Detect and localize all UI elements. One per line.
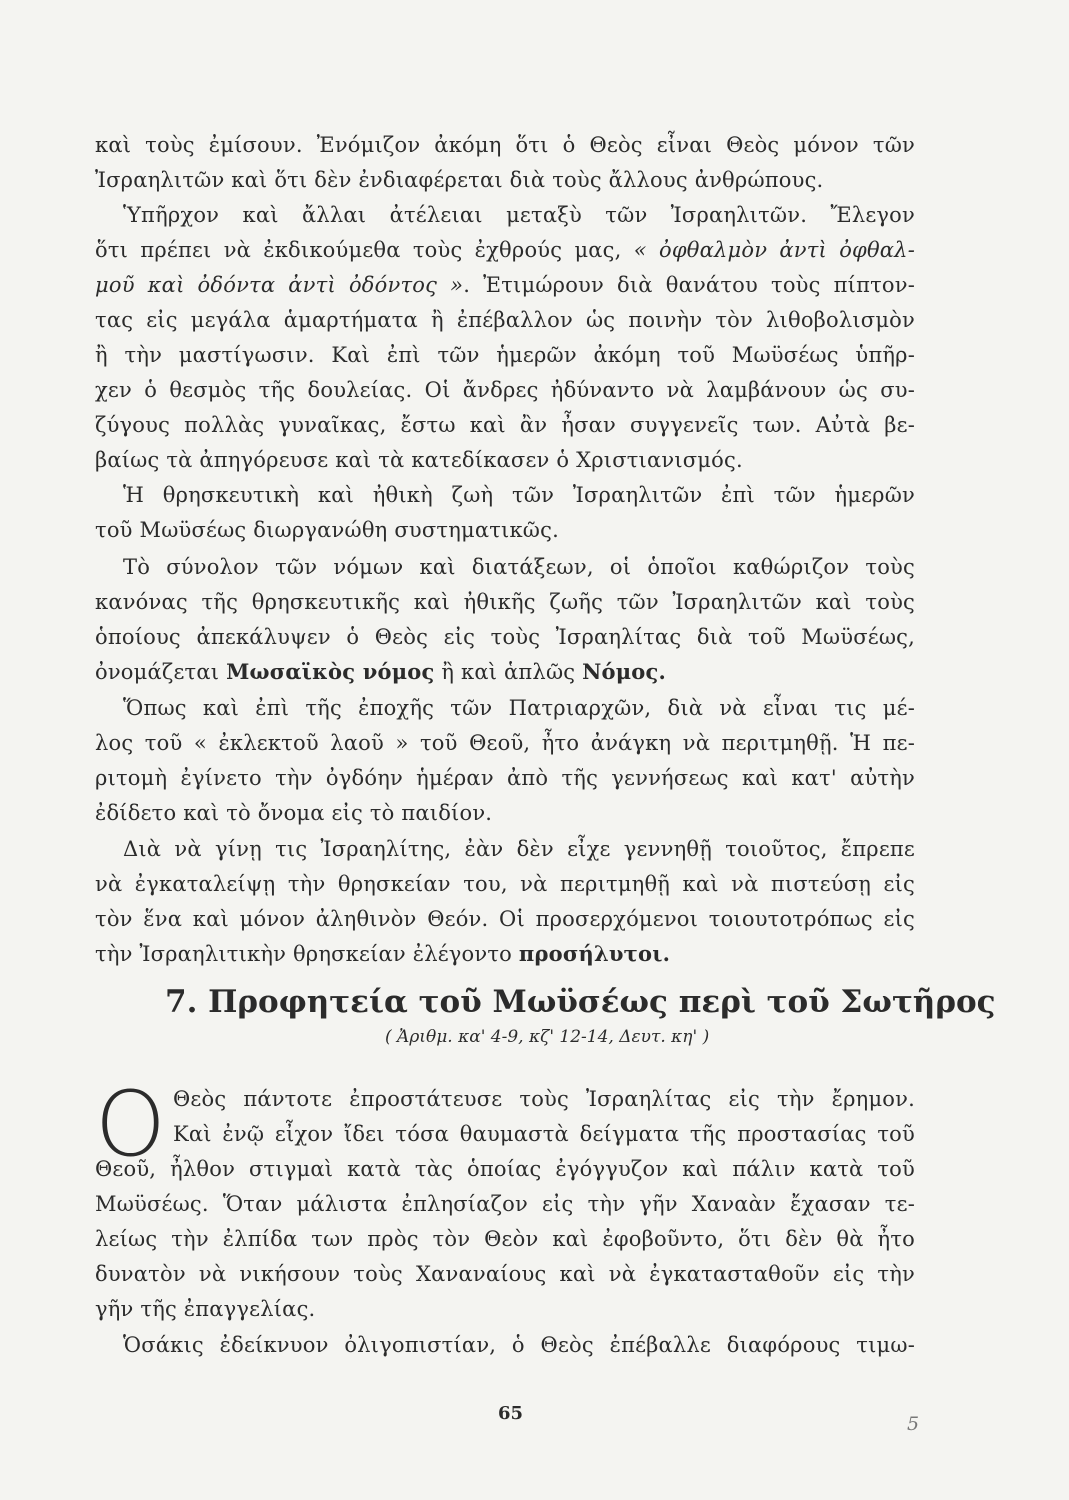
text-line: ὅτι πρέπει νὰ ἐκδικούμεθα τοὺς ἐχθρούς μας, « ὀφθαλμὸν ἀντὶ ὀφθαλ-	[95, 238, 915, 262]
text-line: Τὸ σύνολον τῶν νόμων καὶ διατάξεων, οἱ ὁποῖοι καθώριζον τοὺς	[123, 555, 915, 579]
text-line: ὀνομάζεται Μωσαϊκὸς νόμος ἢ καὶ ἁπλῶς Νόμος.	[95, 659, 666, 684]
section-heading: 7. Προφητεία τοῦ Μωϋσέως περὶ τοῦ Σωτῆρος	[165, 984, 996, 1020]
drop-cap: Ο	[95, 1072, 166, 1177]
text-line: Ὅπως καὶ ἐπὶ τῆς ἐποχῆς τῶν Πατριαρχῶν, διὰ νὰ εἶναι τις μέ-	[123, 696, 915, 720]
text-line: τὴν Ἰσραηλιτικὴν θρησκείαν ἐλέγοντο προσήλυτοι.	[95, 941, 671, 966]
bold-term: Νόμος.	[582, 659, 666, 684]
text-line: Μωϋσέως. Ὅταν μάλιστα ἐπλησίαζον εἰς τὴν γῆν Χαναὰν ἔχασαν τε-	[95, 1192, 915, 1216]
text-line: λείως τὴν ἐλπίδα των πρὸς τὸν Θεὸν καὶ ἐφοβοῦντο, ὅτι δὲν θὰ ἦτο	[95, 1227, 915, 1251]
text-line: τοῦ Μωϋσέως διωργανώθη συστηματικῶς.	[95, 518, 559, 542]
text-line: καὶ τοὺς ἐμίσουν. Ἐνόμιζον ἀκόμη ὅτι ὁ Θεὸς εἶναι Θεὸς μόνον τῶν	[95, 133, 915, 157]
text-line: τὸν ἕνα καὶ μόνον ἀληθινὸν Θεόν. Οἱ προσερχόμενοι τοιουτοτρόπως εἰς	[95, 907, 915, 931]
text-line: βαίως τὰ ἀπηγόρευσε καὶ τὰ κατεδίκασεν ὁ Χριστιανισμός.	[95, 448, 743, 472]
section-reference: ( Ἀριθμ. κα' 4-9, κζ' 12-14, Δευτ. κη' )	[385, 1027, 710, 1047]
text-line: τας εἰς μεγάλα ἁμαρτήματα ἢ ἐπέβαλλον ὡς ποινὴν τὸν λιθοβολισμὸν	[95, 308, 915, 332]
book-page	[95, 0, 996, 1500]
quote-italic: μοῦ καὶ ὀδόντα ἀντὶ ὀδόντος »	[95, 273, 464, 297]
text-line: λος τοῦ « ἐκλεκτοῦ λαοῦ » τοῦ Θεοῦ, ἦτο ἀνάγκη νὰ περιτμηθῇ. Ἡ πε-	[95, 731, 915, 755]
text-line: Θεὸς πάντοτε ἐπροστάτευσε τοὺς Ἰσραηλίτας εἰς τὴν ἔρημον.	[173, 1087, 915, 1111]
text-line: Ἰσραηλιτῶν καὶ ὅτι δὲν ἐνδιαφέρεται διὰ τοὺς ἄλλους ἀνθρώπους.	[95, 168, 824, 192]
text-line: Διὰ νὰ γίνῃ τις Ἰσραηλίτης, ἐὰν δὲν εἶχε γεννηθῇ τοιοῦτος, ἔπρεπε	[123, 837, 915, 861]
text-line: γῆν τῆς ἐπαγγελίας.	[95, 1297, 316, 1321]
text-line: Ὁσάκις ἐδείκνυον ὀλιγοπιστίαν, ὁ Θεὸς ἐπέβαλλε διαφόρους τιμω-	[123, 1333, 915, 1357]
text-line: Ἡ θρησκευτικὴ καὶ ἠθικὴ ζωὴ τῶν Ἰσραηλιτῶν ἐπὶ τῶν ἡμερῶν	[123, 483, 915, 507]
text-line: ἐδίδετο καὶ τὸ ὄνομα εἰς τὸ παιδίον.	[95, 801, 493, 825]
text-line: ὁποίους ἀπεκάλυψεν ὁ Θεὸς εἰς τοὺς Ἰσραηλίτας διὰ τοῦ Μωϋσέως,	[95, 625, 915, 649]
bold-term: Μωσαϊκὸς νόμος	[226, 659, 435, 684]
signature-mark: 5	[907, 1413, 920, 1435]
text-line: ριτομὴ ἐγίνετο τὴν ὀγδόην ἡμέραν ἀπὸ τῆς γεννήσεως καὶ κατ' αὐτὴν	[95, 766, 915, 790]
text-line: ζύγους πολλὰς γυναῖκας, ἔστω καὶ ἂν ἦσαν συγγενεῖς των. Αὐτὰ βε-	[95, 413, 915, 437]
text-line: χεν ὁ θεσμὸς τῆς δουλείας. Οἱ ἄνδρες ἠδύναντο νὰ λαμβάνουν ὡς συ-	[95, 378, 915, 402]
text-line: κανόνας τῆς θρησκευτικῆς καὶ ἠθικῆς ζωῆς τῶν Ἰσραηλιτῶν καὶ τοὺς	[95, 590, 915, 614]
text-line: Ὑπῆρχον καὶ ἄλλαι ἀτέλειαι μεταξὺ τῶν Ἰσραηλιτῶν. Ἔλεγον	[123, 203, 915, 227]
text-line: ἢ τὴν μαστίγωσιν. Καὶ ἐπὶ τῶν ἡμερῶν ἀκόμη τοῦ Μωϋσέως ὑπῆρ-	[95, 343, 915, 367]
quote-italic: « ὀφθαλμὸν ἀντὶ ὀφθαλ-	[633, 238, 915, 262]
text-line: νὰ ἐγκαταλείψῃ τὴν θρησκείαν του, νὰ περιτμηθῇ καὶ νὰ πιστεύσῃ εἰς	[95, 872, 915, 896]
text-line: μοῦ καὶ ὀδόντα ἀντὶ ὀδόντος ». Ἐτιμώρουν διὰ θανάτου τοὺς πίπτον-	[95, 273, 916, 297]
page-number: 65	[498, 1403, 524, 1424]
text-line: δυνατὸν νὰ νικήσουν τοὺς Χαναναίους καὶ νὰ ἐγκατασταθοῦν εἰς τὴν	[95, 1262, 915, 1286]
text-line: Θεοῦ, ἦλθον στιγμαὶ κατὰ τὰς ὁποίας ἐγόγγυζον καὶ πάλιν κατὰ τοῦ	[95, 1157, 915, 1181]
bold-term: προσήλυτοι.	[518, 941, 671, 966]
text-line: Καὶ ἐνῷ εἶχον ἴδει τόσα θαυμαστὰ δείγματα τῆς προστασίας τοῦ	[173, 1122, 915, 1146]
